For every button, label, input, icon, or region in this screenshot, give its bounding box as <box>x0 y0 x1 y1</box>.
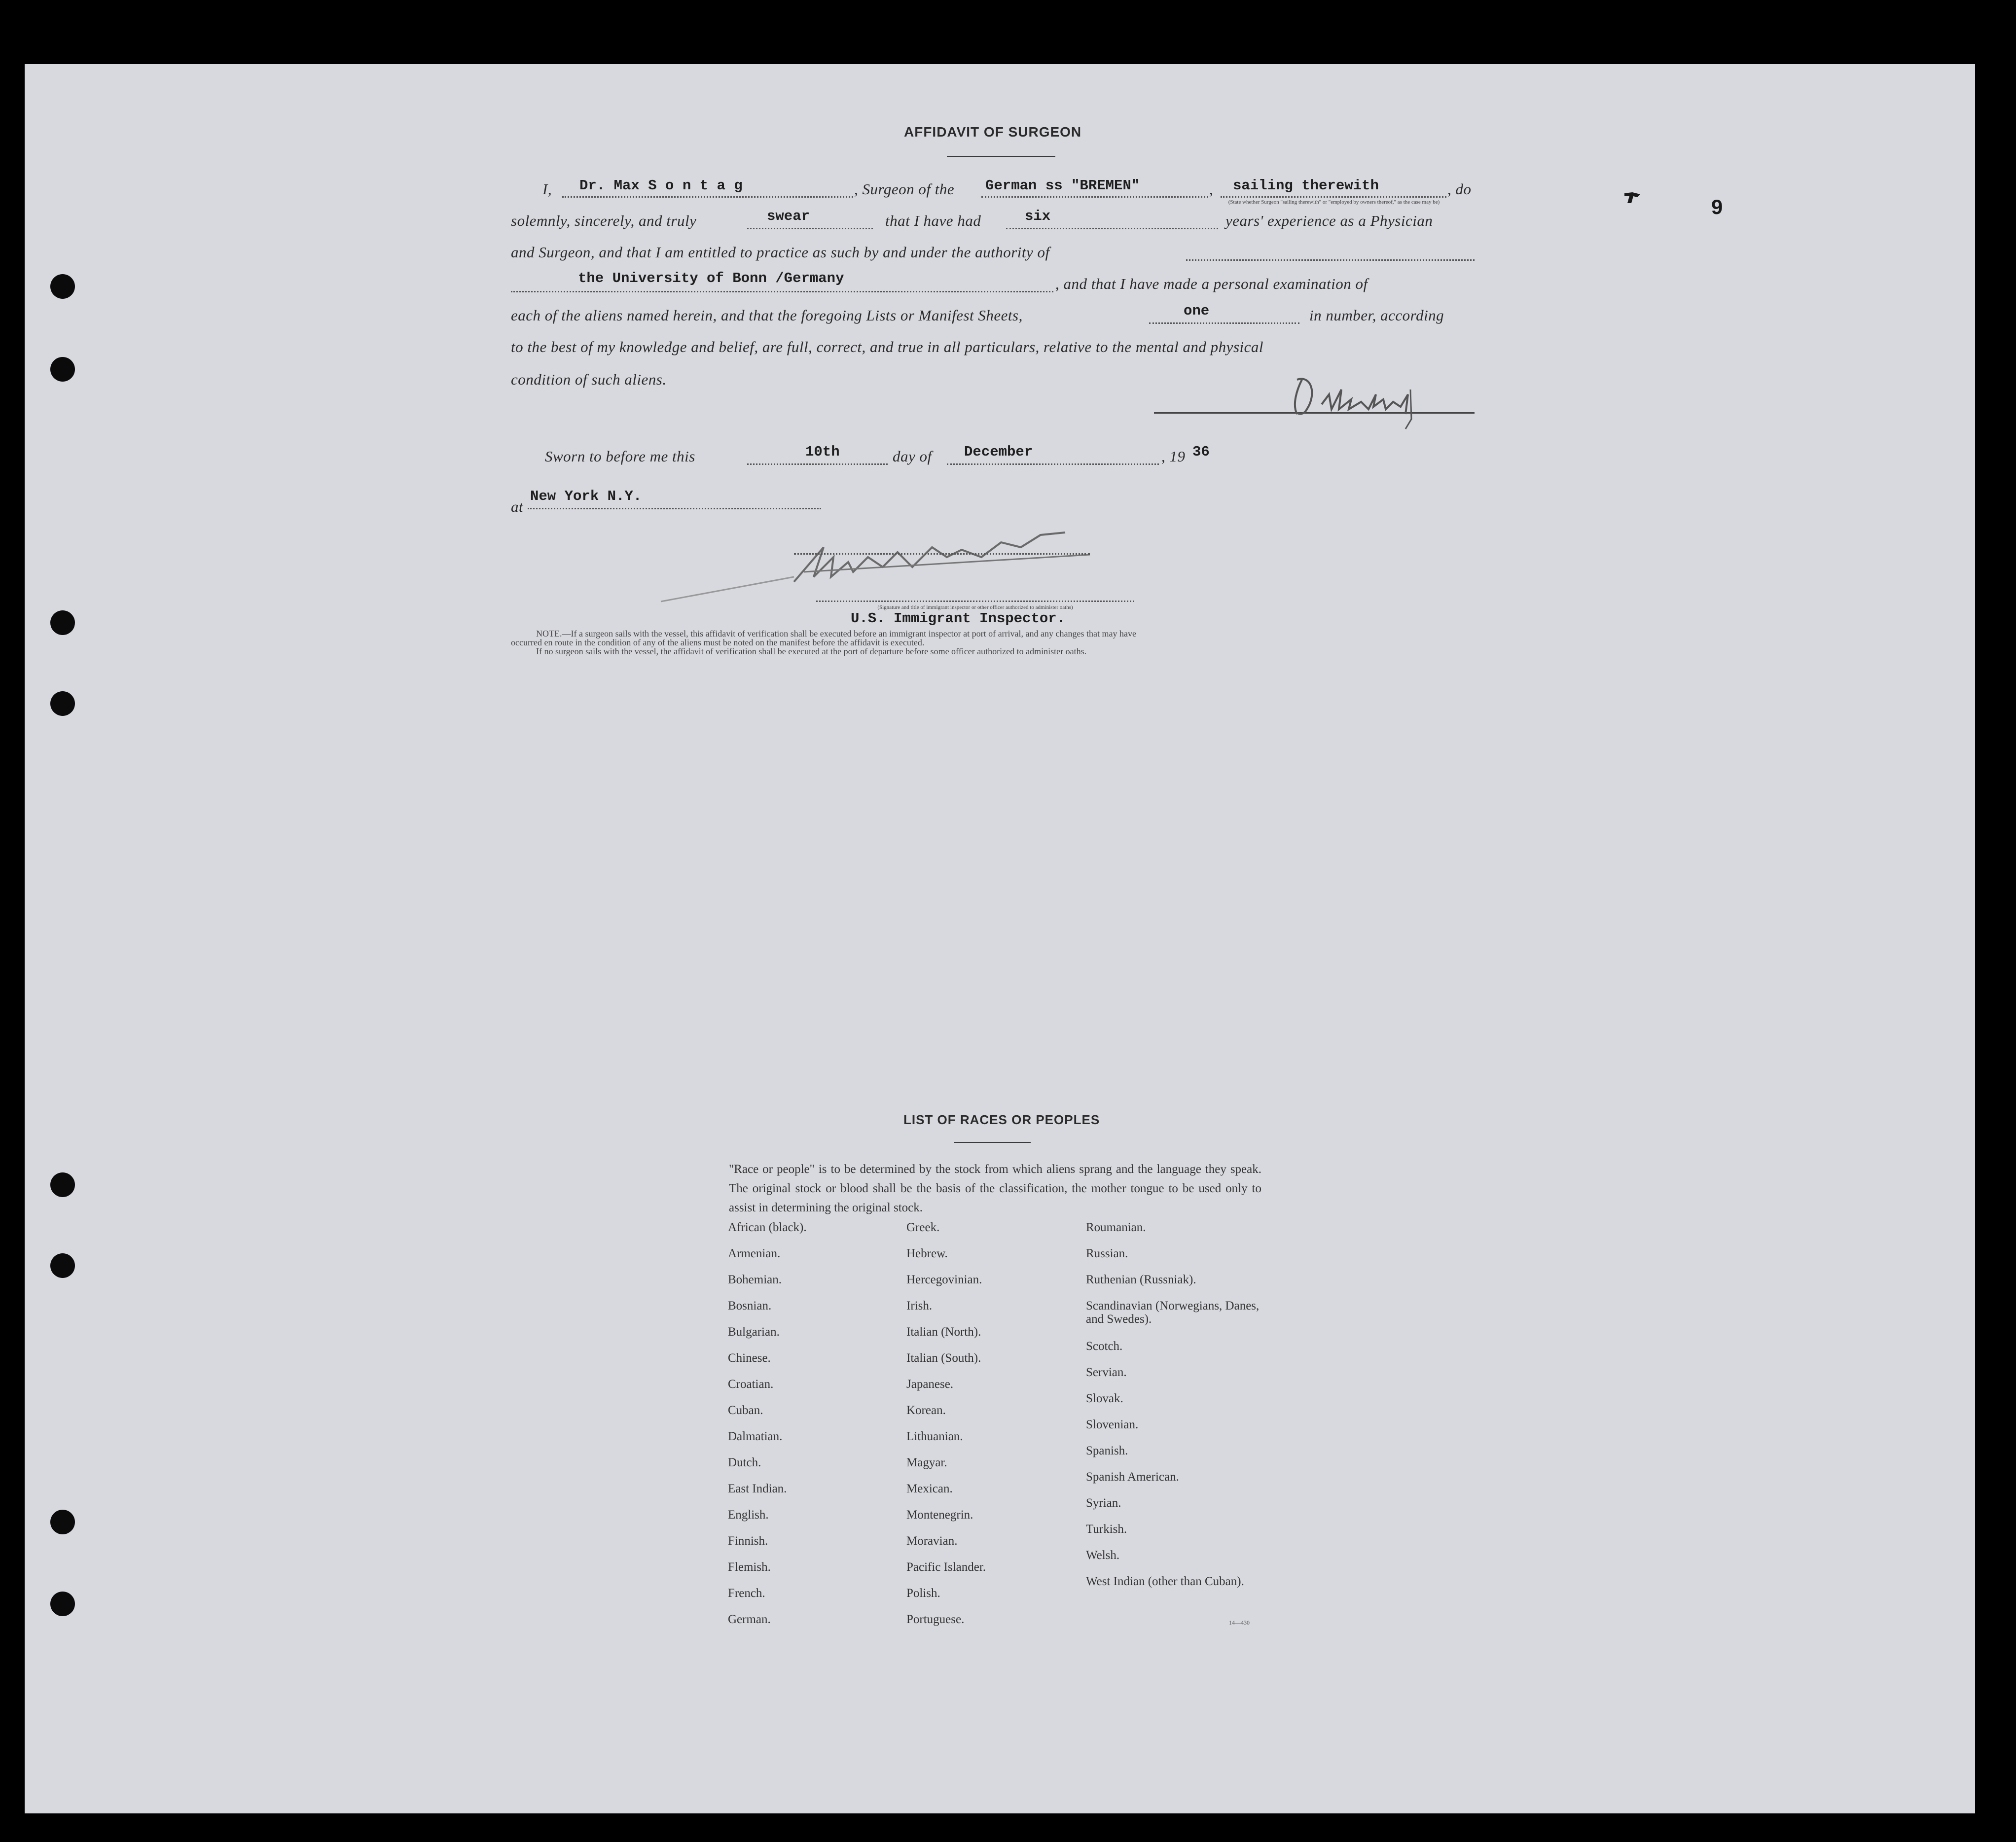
list-item: German. <box>728 1613 771 1626</box>
form-code: 14—430 <box>1229 1619 1250 1626</box>
years-value: six <box>1025 208 1051 224</box>
punch-hole <box>50 1510 75 1534</box>
list-item: Servian. <box>1086 1366 1127 1379</box>
stamp-mark-icon <box>1622 190 1642 205</box>
surgeon-signature <box>1282 360 1479 434</box>
document-sheet <box>25 64 1975 1813</box>
list-item: French. <box>728 1587 765 1600</box>
do-label: , do <box>1447 180 1472 198</box>
authority-label: and Surgeon, and that I am entitled to practice as such by and under the authority of <box>511 244 1050 261</box>
list-item: Cuban. <box>728 1404 763 1417</box>
note-line-3: If no surgeon sails with the vessel, the affidavit of verification shall be executed at the port of departure before some officer authorized to administer oaths. <box>536 646 1087 656</box>
number-label: in number, according <box>1309 307 1444 324</box>
authority-value: the University of Bonn /Germany <box>578 270 844 286</box>
list-item: Scandinavian (Norwegians, Danes, and Swedes). <box>1086 1299 1260 1326</box>
list-item: Mexican. <box>906 1482 953 1495</box>
list-item: Hebrew. <box>906 1247 948 1260</box>
list-item: Ruthenian (Russniak). <box>1086 1273 1196 1286</box>
list-item: Greek. <box>906 1221 940 1234</box>
list-item: Bulgarian. <box>728 1325 780 1339</box>
list-item: Moravian. <box>906 1534 958 1548</box>
sailing-status: sailing therewith <box>1233 177 1379 194</box>
list-item: West Indian (other than Cuban). <box>1086 1575 1244 1588</box>
list-item: Italian (South). <box>906 1351 981 1365</box>
list-item: Lithuanian. <box>906 1430 963 1443</box>
list-item: Magyar. <box>906 1456 947 1469</box>
list-item: English. <box>728 1508 769 1522</box>
month-value: December <box>964 444 1033 460</box>
list-item: Portuguese. <box>906 1613 965 1626</box>
inspector-title: U.S. Immigrant Inspector. <box>851 610 1066 627</box>
list-item: Chinese. <box>728 1351 771 1365</box>
punch-hole <box>50 610 75 635</box>
punch-hole <box>50 691 75 716</box>
inspector-title-line <box>816 601 1134 602</box>
vessel-line <box>981 196 1208 198</box>
year-prefix: , 19 <box>1161 448 1186 465</box>
list-item: Syrian. <box>1086 1496 1121 1510</box>
list-item: Croatian. <box>728 1378 774 1391</box>
years-label: years' experience as a Physician <box>1225 212 1433 229</box>
surgeon-of-label: , Surgeon of the <box>854 180 955 198</box>
list-item: Spanish. <box>1086 1444 1128 1457</box>
list-item: Japanese. <box>906 1378 954 1391</box>
list-item: Polish. <box>906 1587 940 1600</box>
exam-label: , and that I have made a personal examination of <box>1055 275 1368 292</box>
list-item: Scotch. <box>1086 1340 1123 1353</box>
races-intro: "Race or people" is to be determined by the stock from which aliens sprang and the language they speak. The original stock or blood shall be the basis of the classification, the mother tongue to be used only to assist in determining the original stock. <box>729 1163 1261 1214</box>
sworn-label: Sworn to before me this <box>545 448 695 465</box>
list-item: Finnish. <box>728 1534 768 1548</box>
sheets-line <box>1149 322 1299 324</box>
years-line <box>1006 228 1218 229</box>
list-item: Armenian. <box>728 1247 781 1260</box>
list-item: Flemish. <box>728 1560 771 1574</box>
punch-hole <box>50 274 75 299</box>
surgeon-name: Dr. Max S o n t a g <box>579 177 743 194</box>
day-of-label: day of <box>893 448 932 465</box>
day-value: 10th <box>805 444 840 460</box>
punch-hole <box>50 357 75 382</box>
races-title: LIST OF RACES OR PEOPLES <box>903 1112 1100 1127</box>
condition-label: condition of such aliens. <box>511 371 667 388</box>
list-item: Italian (North). <box>906 1325 981 1339</box>
note-line-1: NOTE.—If a surgeon sails with the vessel, this affidavit of verification shall be executed before an immigrant inspector at port of arrival, and any changes that may have <box>536 629 1136 638</box>
oath-line <box>747 228 873 229</box>
oath-value: swear <box>767 208 810 224</box>
list-item: Slovak. <box>1086 1392 1123 1405</box>
list-item: Dalmatian. <box>728 1430 783 1443</box>
comma-label: , <box>1209 180 1214 198</box>
inspector-signature <box>656 513 1100 606</box>
surgeon-name-line <box>562 196 853 198</box>
punch-hole <box>50 1172 75 1197</box>
place-line <box>528 508 821 509</box>
punch-hole <box>50 1592 75 1616</box>
list-item: East Indian. <box>728 1482 787 1495</box>
aliens-label: each of the aliens named herein, and that the foregoing Lists or Manifest Sheets, <box>511 307 1023 324</box>
list-item: Bohemian. <box>728 1273 782 1286</box>
list-item: Russian. <box>1086 1247 1128 1260</box>
races-column-3 <box>1086 1221 1268 1604</box>
title-underline <box>947 156 1055 157</box>
list-item: Roumanian. <box>1086 1221 1146 1234</box>
list-item: African (black). <box>728 1221 807 1234</box>
list-item: Dutch. <box>728 1456 761 1469</box>
list-item: Slovenian. <box>1086 1418 1139 1431</box>
solemnly-label: solemnly, sincerely, and truly <box>511 212 697 229</box>
inspector-hint: (Signature and title of immigrant inspector or other officer authorized to administer oaths) <box>877 604 1073 610</box>
list-item: Pacific Islander. <box>906 1560 986 1574</box>
inspector-signature-line <box>794 553 1090 555</box>
list-item: Spanish American. <box>1086 1470 1179 1484</box>
races-title-underline <box>954 1142 1031 1143</box>
list-item: Turkish. <box>1086 1523 1127 1536</box>
day-line <box>747 463 888 465</box>
affidavit-title: AFFIDAVIT OF SURGEON <box>904 124 1082 140</box>
races-column-1 <box>728 1221 807 1639</box>
i-label: I, <box>542 180 552 198</box>
year-suffix: 36 <box>1192 444 1210 460</box>
at-label: at <box>511 498 524 515</box>
sheets-value: one <box>1184 303 1210 319</box>
list-item: Hercegovinian. <box>906 1273 982 1286</box>
knowledge-label: to the best of my knowledge and belief, are full, correct, and true in all particulars, relative to the mental and physical <box>511 338 1263 355</box>
list-item: Korean. <box>906 1404 946 1417</box>
list-item: Montenegrin. <box>906 1508 973 1522</box>
sailing-line <box>1221 196 1446 198</box>
list-item: Bosnian. <box>728 1299 772 1312</box>
list-item: Irish. <box>906 1299 933 1312</box>
vessel-name: German ss "BREMEN" <box>985 177 1140 194</box>
authority-line <box>511 291 1053 292</box>
place-value: New York N.Y. <box>530 488 642 504</box>
month-line <box>947 463 1159 465</box>
list-item: Welsh. <box>1086 1549 1120 1562</box>
page-number: 9 <box>1711 195 1723 218</box>
races-column-2 <box>906 1221 986 1639</box>
authority-line-top <box>1186 259 1475 261</box>
punch-hole <box>50 1253 75 1278</box>
sailing-hint: (State whether Surgeon "sailing therewith" or "employed by owners thereof," as the case may be) <box>1228 199 1440 205</box>
note-line-2: occurred en route in the condition of any of the aliens must be noted on the manifest before the affidavit is executed. <box>511 638 925 647</box>
had-label: that I have had <box>885 212 981 229</box>
